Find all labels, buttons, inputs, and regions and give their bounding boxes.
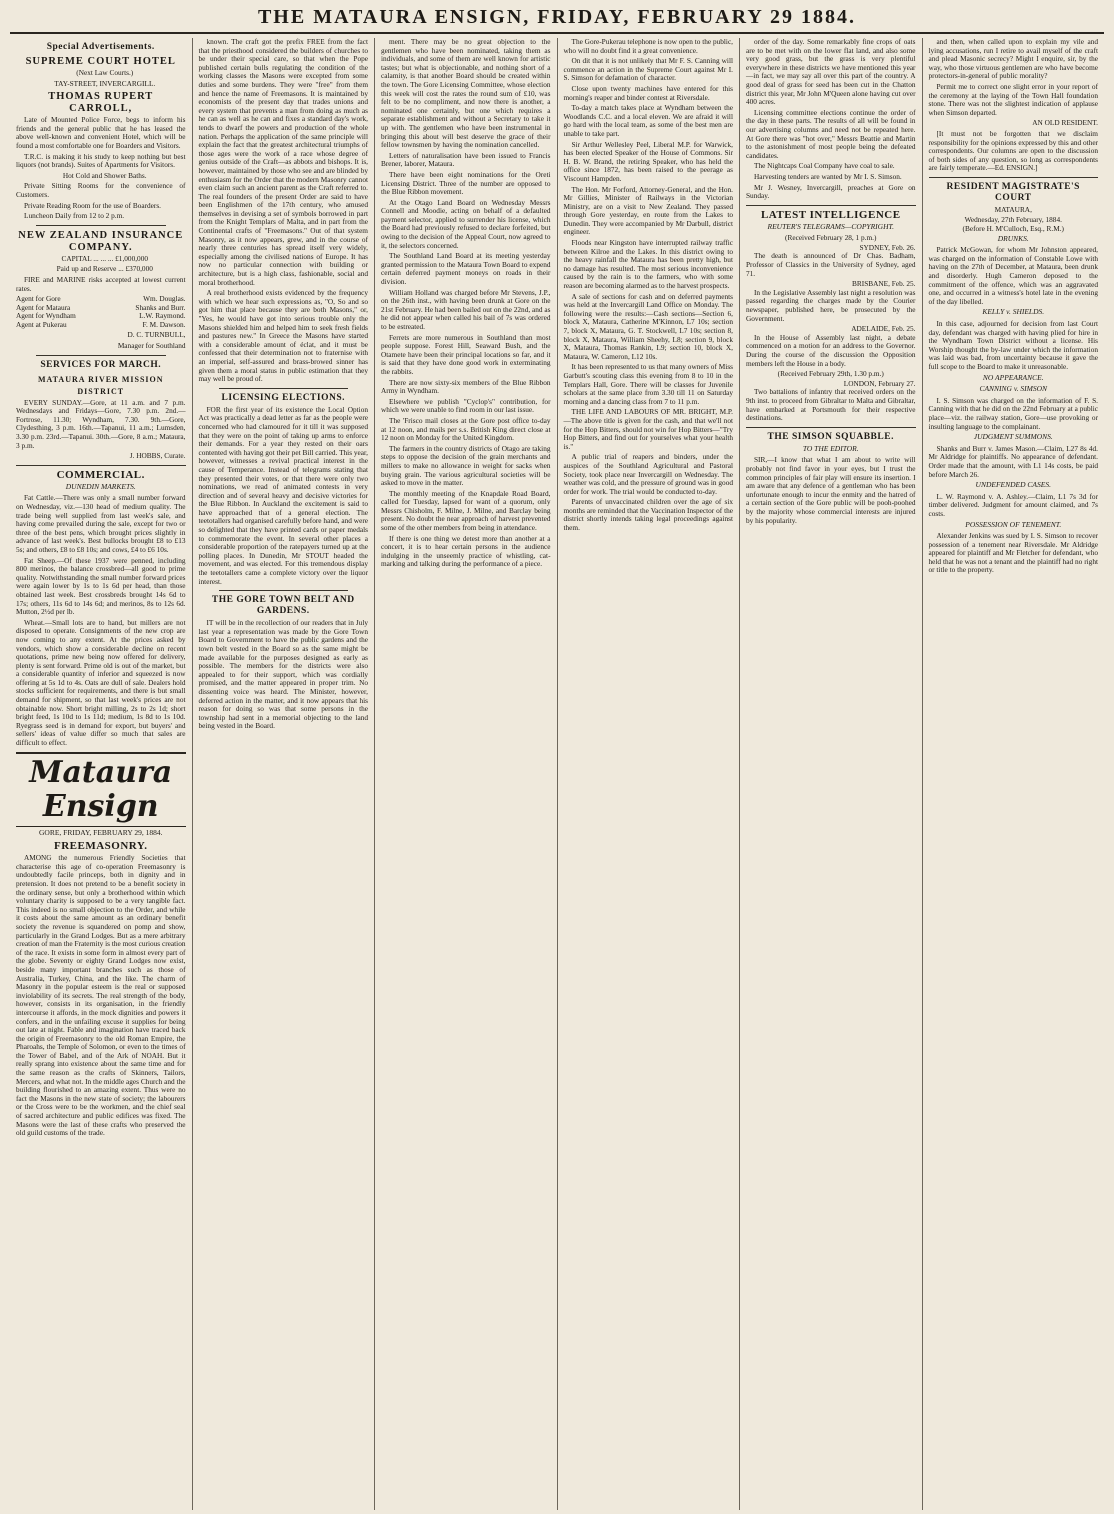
special-ads-heading: Special Advertisements. — [46, 42, 155, 52]
news-item: Floods near Kingston have interrupted railway traffic between Kilroe and the Lakes. In this district owing to the heavy rainfall the Mataura has been pretty high, but no damage has resulted. The most serious inconvenience caused by the rain is to the farmers, who with some reason are becoming alarmed as to the harvest prospects. — [563, 238, 733, 291]
news-item: Elsewhere we publish "Cyclop's" contribution, for which we were unable to find room in our last issue. — [381, 396, 551, 415]
letter-continued-2: Permit me to correct one slight error in your report of the ceremony at the laying of the Town Hall foundation stone. There was not the slightest indication of applause when Simson departed. — [928, 81, 1098, 117]
news-item: At the Otago Land Board on Wednesday Messrs Connell and Moodie, acting on behalf of a defaulted payment selector, applied to surrender his license, which the Board had previously refused to declare forfeited, but owing to the decision of the Appeal Court, now agreed to it, the selectors concerned. — [381, 197, 551, 250]
news-item: order of the day. Some remarkably fine crops of oats are to be met with on the lower flat land, and also some very good grass, but the grass is very plentiful everywhere in these districts we have mentioned this year—in fact, we may say all over this part of the country. A good deal of grass for seed has been cut in the Chatton district this year, Mr John M'Queen alone having cut over 400 acres. — [746, 38, 916, 107]
mission-title: MATAURA RIVER MISSION DISTRICT — [37, 374, 164, 396]
hotel-line-2: Private Sitting Rooms for the convenience of Customers. — [16, 181, 186, 199]
hotel-line-1: Hot Cold and Shower Baths. — [62, 170, 147, 180]
news-item: Letters of naturalisation have been issued to Francis Brener, laborer, Mataura. — [381, 150, 551, 169]
latest-intelligence-heading: LATEST INTELLIGENCE — [760, 208, 901, 221]
london-body: Two battalions of infantry that received orders on the 9th inst. to proceed from Gibraltar to Malta and Gibraltar, have embarked at Portsmouth for their respective destinations. — [746, 387, 916, 423]
news-item: It has been represented to us that many owners of Miss Garbutt's scouting class this evening from 8 to 10 in the Templars Hall, Gore. There will be classes for Juvenile scholars at the same place from 3.30 till 11 on Saturday morning and a dancing class from 7 to 11 p.m. — [563, 362, 733, 406]
hotel-address: TAY-STREET, INVERCARGILL. — [54, 78, 156, 88]
news-item: There are now sixty-six members of the Blue Ribbon Army in Wyndham. — [381, 377, 551, 396]
news-item: The farmers in the country districts of Otago are taking steps to oppose the decision of the grain merchants and millers to make no allowance in weight for sacks when buying grain. The various agricultural societies will be asked to move in the matter. — [381, 443, 551, 488]
hotel-proprietor: THOMAS RUPERT CARROLL, — [48, 91, 154, 115]
divider — [36, 225, 166, 226]
received-line: (Received February 28, 1 p.m.) — [785, 233, 877, 243]
news-item: If there is one thing we detest more than another at a concert, it is to hear certain persons in the audience indulging in the unseemly practice of whistling, cat-marking and talking during the performance of a piece. — [381, 533, 551, 569]
reuters-subheading: REUTER'S TELEGRAMS—COPYRIGHT. — [767, 221, 894, 231]
services-body: EVERY SUNDAY.—Gore, at 11 a.m. and 7 p.m. Wednesdays and Fridays—Gore, 7.30 p.m. 2nd.—Fortrose, 11.30; Wyndham, 7.30. 9th.—Gore, Clydesthing, 3 p.m. 16th.—Tapanui, 11 a.m.; Lumsden, 3.30 p.m. 23rd.—Tapanui. 30th.—Gore, 8 a.m.; Mataura, 3 p.m. — [16, 397, 186, 450]
masthead: THE MATAURA ENSIGN, FRIDAY, FEBRUARY 29 1884. — [10, 6, 1104, 34]
column-3 — [375, 38, 558, 1510]
dateline-adelaide: ADELAIDE, Feb. 25. — [851, 324, 916, 334]
hotel-body-2: T.R.C. is making it his study to keep nothing but best liquors (not brands). Suites of Apartments for Visitors. — [16, 151, 186, 170]
news-item: Ferrets are more numerous in Southland than most people suppose. Forest Hill, Seaward Bush, and the Otamete have been their principal locations so far, and it is said that they have done good work in exterminating the rabbits. — [381, 332, 551, 376]
drunks-body: Patrick McGowan, for whom Mr Johnston appeared, was charged on the information of Constable Lowe with having on the 27th of December, at Mataura, been drunk and disorderly. Hugh Cameron deposed to the commitment of the offence, which was an aggravated one, and occurred in a witness's hotel late in the evening of the day libelled. — [928, 245, 1098, 306]
news-item: A sale of sections for cash and on deferred payments was held at the Invercargill Land Office on Monday. The following were the results:—Cash sections—Section 6, block X, Mataura, Catherine M'Kinnon, L7 10s; section 7, block X, Mataura, G. T. Stockwell, L7 10s; section 8, block X, Mataura, William Sheehy, L8; section 9, block X, Mataura, Thomas Rankin, L9; section 10, block X, Mataura, W. Cameron, L12 10s. — [563, 291, 733, 361]
freemasonry-continued-2: A real brotherhood exists evidenced by the frequency with which we hear such expressions as, "O, So and so got him that place because they are both Masons," or, "Yes, he would have got into serious trouble only the Masons shielded him and helped him to seek fresh fields and pastures new." In Greece the Masons have started with a considerable amount of éclat, and it must be confessed that their determination not to fraternise with an imperial, self-assured and brass-browed sinner has given them a moral status in public estimation that they may well be proud of. — [198, 288, 368, 384]
news-item: The Nightcaps Coal Company have coal to sale. — [754, 161, 895, 171]
news-item: William Holland was charged before Mr Stevens, J.P., on the 26th inst., with having been drunk at Gore on the 21st February. He had been bailed out on the 22nd, and as he did not appear when called his bail of 7s was ordered to be estreated. — [381, 287, 551, 331]
shields-body: In this case, adjourned for decision from last Court day, defendant was charged with having plied for hire in the Wyndham Town District without a license. His Worship thought the by-law under which the information was laid was bad, from uncertainty because it gave the full scope to the Board to make it unreasonable. — [928, 319, 1098, 371]
column-5 — [740, 38, 923, 1510]
tenement-body: Alexander Jenkins was sued by I. S. Simson to recover possession of a tenement near Riversdale. Mr Aldridge appeared for plaintiff and Mr Fletcher for defendant, who held that he was not a tenant and the plaintiff had no right or title to the property. — [928, 531, 1098, 575]
court-date: Wednesday, 27th February, 1884. — [964, 214, 1062, 224]
hotel-name: SUPREME COURT HOTEL — [25, 56, 176, 67]
court-place: MATAURA, — [994, 204, 1032, 214]
services-heading: SERVICES FOR MARCH. — [40, 359, 162, 370]
insurance-capital: CAPITAL ... ... ... £1,000,000 — [61, 253, 148, 263]
article-text: ment. There may be no great objection to the gentlemen who have been nominated, taking them as individuals, and some of them are well known for artistic tastes; but what is objectionable, and nothing short of a calamity, is that another Board should be created within the town. The Gore Licensing Committee, whose election this week will cost the rates the round sum of £10, was felt to be no compliment, and now there is another, a nominated one certainly, but one which requires a separate establishment and without a Secretary to take it up with. The gentlemen who have been instrumental in bringing this about will best deserve the grace of their fellow townsmen by having the nomination cancelled. — [381, 38, 551, 150]
licensing-body: FOR the first year of its existence the Local Option Act was practically a dead letter as far as the people were concerned who had clamoured for it till it was supposed that they were on the point of taking up arms to enforce their demands. For a year they rested on their oars contented with having got their pet Bill carried. This year, however, witnesses a revival practical interest in the cause of Temperance. Instead of telegrams stating that they presented their votes, or that there were only two nominations, we read of animated contests in very direction and of several heavy and decisive victories for the Blue Ribbon. In Auckland the excitement is said to have approached that of a general election. The teetotallers had organised carefully before hand, and were so delighted that they have printed cards or paper medals to commemorate the event. In several other places a considerable proportion of the ratepayers turned up at the polling places. In Dunedin, Mr STOUT headed the movement, and was elected. For this tremendous display the teetotallers came a complete victory over the liquor interest. — [198, 404, 368, 586]
town-belt-heading: THE GORE TOWN BELT AND GARDENS. — [211, 595, 355, 617]
simson-squabble-heading: THE SIMSON SQUABBLE. — [767, 431, 894, 442]
markets-sheep: Fat Sheep.—Of these 1937 were penned, including 800 merinos, the balance crossbred—all good to prime quality. Notwithstanding the small number forward prices were again lower by 1s to 1s 6d per head, than those obtained last week. Best crossbreds brought 14s 6d to 17s; others, 11s 6d to 14s 6d; and merinos, 8s to 12s 6d. Mutton, 2½d per lb. — [16, 555, 186, 617]
news-item: The monthly meeting of the Knapdale Road Board, called for Tuesday, lapsed for want of a quorum, only Messrs Chisholm, F. Milne, J. Milne, and Barclay being present. No doubt the near approach of harvest prevented some of the other members from being in attendance. — [381, 488, 551, 533]
news-item: Sir Arthur Wellesley Peel, Liberal M.P. for Warwick, has been elected Speaker of the House of Commons. Sir H. B. W. Brand, the retiring Speaker, who has held the office since 1872, has been raised to the peerage as Viscount Hampden. — [563, 139, 733, 183]
dateline: GORE, FRIDAY, FEBRUARY 29, 1884. — [39, 827, 163, 837]
sydney-body: The death is announced of Dr Chas. Badham, Professor of Classics in the University of Sydney, aged 71. — [746, 251, 916, 278]
divider — [746, 427, 916, 428]
drunks-heading: DRUNKS. — [997, 233, 1029, 243]
hotel-body: Late of Mounted Police Force, begs to inform his friends and the general public that he has leased the above well-known and convenient Hotel, which will be found a most comfortable one for Boarders and Visitors. — [16, 115, 186, 150]
commercial-heading: COMMERCIAL. — [56, 468, 145, 481]
licensing-heading: LICENSING ELECTIONS. — [221, 392, 345, 403]
news-item: The Gore-Pukerau telephone is now open to the public, who will no doubt find it a great convenience. — [563, 38, 734, 55]
agent-row: Agent at Pukerau F. M. Dawson. — [16, 319, 186, 329]
services-curate: J. HOBBS, Curate. — [129, 451, 186, 461]
adelaide-body: In the House of Assembly last night, a debate commenced on a motion for an address to the Governor. During the course of the discussion the Opposition members left the House in a body. — [746, 332, 916, 368]
divider — [929, 177, 1099, 178]
no-appearance-heading: NO APPEARANCE. — [982, 372, 1044, 382]
letter-continued: and then, when called upon to explain my vile and lying accusations, run I retire to avail myself of the craft and plead Masonic secrecy? Might I enquire, sir, by the way, who those virtuous gentlemen are who have become protectors-in-general of public morality? — [928, 38, 1098, 81]
hotel-subtitle: (Next Law Courts.) — [76, 68, 134, 77]
markets-cattle: Fat Cattle.—There was only a small number forward on Wednesday, viz.—130 head of medium quality. The trade being well supplied from last week's sale, and having come prevailed during the sale, except for two or three of the best pens, which brought prices slightly in advance of last week's. Best bullocks brought £8 to £13 5s; and others, £8 to £8 10s; and cows, £4 to £6 10s. — [16, 493, 186, 554]
markets-subheading: DUNEDIN MARKETS. — [65, 481, 136, 491]
news-item: Mr J. Wesney, Invercargill, preaches at Gore on Sunday. — [746, 182, 916, 201]
news-item: Parents of unvaccinated children over the age of six months are reminded that the Vaccination Inspector of the district shortly intends taking legal proceedings against them. — [563, 497, 733, 533]
shields-heading: KELLY v. SHIELDS. — [982, 307, 1045, 317]
divider — [16, 465, 186, 466]
divider — [219, 388, 349, 389]
column-2 — [193, 38, 376, 1510]
news-item: A public trial of reapers and binders, under the auspices of the Southland Agricultural and Pastoral Society, took place near Invercargill on Wednesday. The weather was cold, and the pressure of ground was in good order for work. The trial would be conducted to-day. — [563, 452, 733, 496]
court-before: (Before H. M'Culloch, Esq., R.M.) — [962, 224, 1064, 234]
markets-wheat: Wheat.—Small lots are to hand, but millers are not disposed to operate. Consignments of the new crop are now coming to any extent. At the prices asked by vendors, which show a considerable decline on recent quotations, prime new being now offered for delivery, plenty is sent forward. Prime old is out of the market, but a considerable quantity of inferior and squeezed is now offering at 5s 1d to 4s. Oats are dull of sale. Dealers hold stocks sufficient for requirements, and there is but small demand for shipment, so that last week's prices are not obtainable now. Short bright milling, 2s to 2s 1d; short bright feed, 1s 10d to 1s 11d; medium, 1s 8d to 1s 10d. Ryegrass seed is in demand for export, but buyers' and sellers' ideas of value differ so much that sales are difficult to effect. — [16, 617, 186, 748]
agent-row: Agent for Mataura Shanks and Burr. — [16, 302, 186, 312]
column-4 — [558, 38, 741, 1510]
news-item: Licensing committee elections continue the order of the day in these parts. The results of all will be found in our advertising columns and need not be repeated here. At Gore there was "hot over," Messrs Beattie and Martin to the astonishment of most people being the defeated candidates. — [746, 107, 916, 160]
brisbane-body: In the Legislative Assembly last night a resolution was passed regarding the charges made by the Courier newspaper, published here, be prosecuted by the Government. — [746, 287, 916, 323]
judgment-heading: JUDGMENT SUMMONS. — [973, 432, 1053, 442]
column-6 — [923, 38, 1105, 1510]
news-item: The Southland Land Board at its meeting yesterday granted permission to the Mataura Town Board to expend certain deferred payment moneys on roads in their division. — [381, 251, 551, 287]
town-belt-body: IT will be in the recollection of our readers that in July last year a representation was made by the Gore Town Board to Government to have the public gardens and the town belt vested in the Board so as the same might be made available for the purposes designed as early as possible. The members for the districts were also appealed to for their support, which was cordially promised, and the matter appeared in proper trim. No dissenting voice was heard. The Minister, however, deferred action in the matter, and it now appears that his reason for doing so was that some persons in the township had sent in a memorial objecting to the land being vested in the Board. — [198, 618, 368, 731]
divider — [746, 205, 916, 206]
insurance-title: NEW ZEALAND INSURANCE COMPANY. — [18, 229, 184, 253]
news-item: The Hon. Mr Forford, Attorney-General, and the Hon. Mr Gillies, Minister of Railways in the Victorian Ministry, are on a visit to New Zealand. They passed through Gore yesterday, en route from the Lakes to Dunedin. They were accompanied by Mr Darbull, district engineer. — [563, 184, 733, 237]
to-editor: TO THE EDITOR. — [802, 443, 859, 453]
agent-row: Agent for Wyndham L.W. Raymond. — [16, 311, 186, 321]
court-heading: RESIDENT MAGISTRATE'S COURT — [946, 181, 1080, 203]
freemasonry-body: AMONG the numerous Friendly Societies that characterise this age of co-operation Freemasonry is undoubtedly facile princeps, both in dignity and in pretension. It does not pretend to be a benefit society in the ordinary sense, but only a brotherhood within which voluntary charity is supposed to be a very tangible fact. This indeed is no small objection to the Order, and while it costs about the same amount as an ordinary benefit society the revenue is squandered on pomp and show, particularly in the Grand Lodges. But as a mere arbitrary creation of man the Fraternity is the most curious creation of the race. It exists in some form in almost every part of the globe. Seventy or eighty Grand Lodges now exist, beside many important branches such as those of Australia, Turkey, China, and the like. The charm of Masonry in the popular esteem is the real or supposed inviolability of its secrets. The real strength of the body, however, consists in its organisation, in the friendly intercourse it affords, in the mock dignities and powers it confers, and in the unfailing excuse it supplies for being out late at night. Fable and imagination have traced back the origin of Freemasonry to the old Roman Empire, the Pharoahs, the Temple of Solomon, or even to the times of the Tower of Babel, and of the Ark of NOAH. But it really sprang into existence about the same time and for the same reason as the crafts of Skinners, Tailors, Mercers, and what not. In the middle ages Church and the building flourished to an amazing extent. Thus were no fact the Masons in the new state of society; the labourers or the Cross were to be the workmen, and the chief seal of sacred architecture and public edifices was fixed. The Masons were the last of these crafts who preserved the old guild customs of the trade. — [16, 853, 186, 1138]
freemasonry-heading: FREEMASONRY. — [53, 840, 148, 853]
insurance-risks: FIRE and MARINE risks accepted at lowest current rates. — [16, 274, 186, 293]
insurance-paidup: Paid up and Reserve ... £370,000 — [56, 264, 153, 274]
dateline-sydney: SYDNEY, Feb. 26. — [859, 242, 916, 252]
canning-body: I. S. Simson was charged on the information of F. S. Canning with that he did on the 22nd February at a public place—viz. the railway station, Gore—use provoking or insulting language to the complainant. — [928, 395, 1098, 431]
column-1 — [10, 38, 193, 1510]
judgment-body: Shanks and Burr v. James Mason.—Claim, L27 8s 4d. Mr Aldridge for plaintiffs. No appearance of defendant. Order made that the amount, with L1 14s costs, be paid before March 26. — [928, 443, 1098, 479]
agents-list — [16, 295, 186, 329]
news-item: THE LIFE AND LABOURS OF MR. BRIGHT, M.P.—The above title is given for the cash, and that we'll not for the Hop Bitters, should not win for Hop Bitters—"Try Hop Bitters, and find out for yourselves what your health is." — [563, 407, 733, 451]
dateline-london: LONDON, February 27. — [843, 378, 916, 388]
agent-row: Agent for Gore Wm. Douglas. — [16, 294, 186, 304]
insurance-manager: Manager for Southland — [117, 341, 186, 351]
news-item: The 'Frisco mail closes at the Gore post office to-day at 12 noon, and mails per s.s. British King direct close at 12 noon on Monday for the United Kingdom. — [381, 415, 551, 443]
insurance-turnbull: D. C. TURNBULL, — [127, 330, 186, 340]
squabble-body: SIR,—I know that what I am about to write will probably not find favor in your eyes, but I trust the common principles of fair play will ensure its insertion. I am aware that any defence of a gentleman who has been unfortunate enough to incur the enmity and the hatred of a certain section of the Gore public will be pooh-poohed by the majority whose commercial interests are injured by his popularity. — [746, 455, 916, 525]
divider — [219, 590, 349, 591]
hotel-line-3: Private Reading Room for the use of Boarders. — [24, 200, 161, 210]
columns — [10, 38, 1104, 1510]
news-item: To-day a match takes place at Wyndham between the Woodlands C.C. and a local eleven. We are afraid it will go hard with the local team, as some of the best men are unable to take part. — [563, 103, 733, 138]
news-item: Close upon twenty machines have entered for this morning's reaper and binder contest at Riversdale. — [563, 83, 733, 102]
news-item: Harvesting tenders are wanted by Mr I. S. Simson. — [754, 171, 902, 181]
divider — [36, 355, 166, 356]
news-item: On dit that it is not unlikely that Mr F. S. Canning will commence an action in the Supreme Court against Mr I. S. Simson for defamation of character. — [563, 56, 733, 83]
received-line: (Received February 29th, 1.30 p.m.) — [777, 369, 884, 379]
undefended-heading: UNDEFENDED CASES. — [975, 480, 1051, 490]
news-item: There have been eight nominations for the Oreti Licensing District. Three of the number are opposed to the Blue Ribbon movement. — [381, 169, 551, 197]
editor-note: [It must not be forgotten that we disclaim responsibility for the opinions expressed by this and other correspondents. Our columns are open to the discussion of both sides of any question, so long as correspondents are fairly temperate.—Ed. ENSIGN.] — [928, 128, 1098, 173]
nameplate-logo: Mataura Ensign — [16, 752, 186, 827]
letter-signature: AN OLD RESIDENT. — [1032, 118, 1098, 128]
hotel-line-4: Luncheon Daily from 12 to 2 p.m. — [24, 211, 125, 221]
freemasonry-continued: known. The craft got the prefix FREE from the fact that the priesthood considered the builders of churches to be under their special care, so that when the Pope published certain bulls regulating the condition of the working classes the Masons were excepted from some duties and some burdens. They were "free" from them and hence the name of Freemasons. It is maintained by economists of the present day that trades unions and every system that prevents a man from doing as much as he can as well as he can and fixes a standard day's work, tends to dwarf the powers and production of the whole nation. Perhaps the application of the same principle will explain the fact that the greatest architectural triumphs of those ages were the work of a race whose degree of genius outside of the Craft—as abbots and bishops. It is, however, maintained by those who see and are blinded by enthusiasm for the Order that the modern Masonry cannot even claim such an ancient parent as the Craft referred to. The real founders of the present Order are said to have been Englishmen of the 17th century, who amused themselves in devising a set of symbols borrowed in part from the Knight Templars of Malta, and in part from the Continental crafts of "Freemasons." Out of that system Masonry, as it now appears, grew, and in the course of nearly three centuries has spread itself very widely, especially among the civilised nations of Europe. It has now no particular connection with building or architecture, but is a high class, fashionable, social and moral brotherhood. — [198, 38, 368, 287]
canning-heading: CANNING v. SIMSON — [979, 384, 1048, 394]
undefended-body: L. W. Raymond v. A. Ashley.—Claim, L1 7s 3d for timber delivered. Judgment for amount claimed, and 7s costs. — [928, 491, 1098, 518]
tenement-heading: POSSESSION OF TENEMENT. — [965, 519, 1062, 529]
dateline-brisbane: BRISBANE, Feb. 25. — [852, 279, 916, 289]
